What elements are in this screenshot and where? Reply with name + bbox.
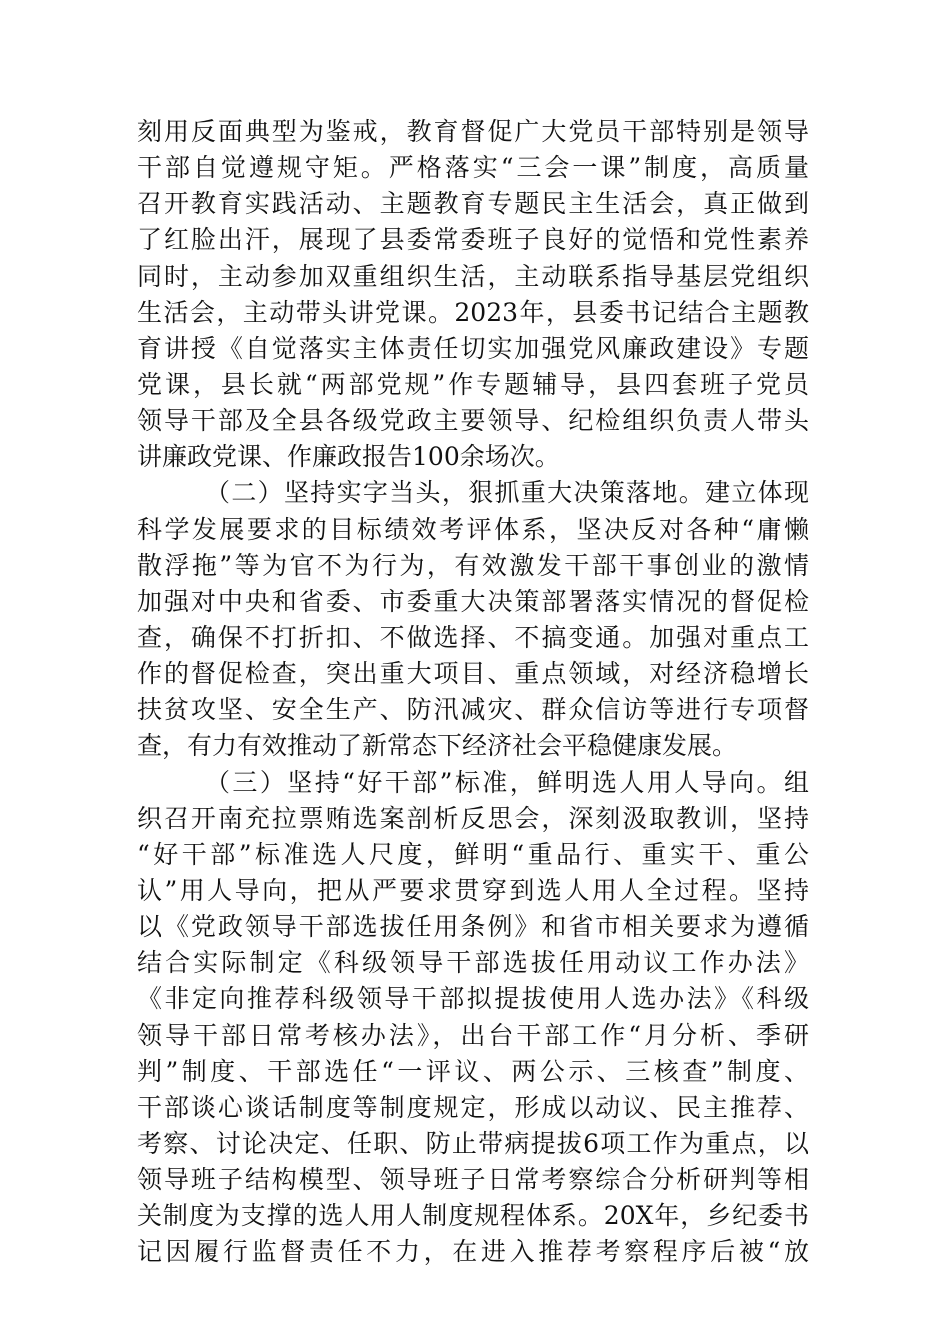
- section-heading-line: （三）坚持“好干部”标准，鲜明选人用人导向。组: [205, 767, 809, 797]
- text-line: 召开教育实践活动、主题教育专题民主生活会，真正做到: [137, 189, 809, 219]
- text-line: 记因履行监督责任不力，在进入推荐考察程序后被“放: [137, 1237, 809, 1267]
- text-line: 判”制度、干部选任“一评议、两公示、三核查”制度、: [137, 1056, 809, 1086]
- text-line: 领导干部及全县各级党政主要领导、纪检组织负责人带头: [137, 406, 809, 436]
- text-line: 考察、讨论决定、任职、防止带病提拔6项工作为重点，以: [137, 1128, 809, 1158]
- text-line: 干部谈心谈话制度等制度规定，形成以动议、民主推荐、: [137, 1092, 809, 1122]
- document-page: [137, 114, 809, 1271]
- text-line: 散浮拖”等为官不为行为，有效激发干部干事创业的激情: [137, 550, 809, 580]
- text-line: 生活会，主动带头讲党课。2023年，县委书记结合主题教: [137, 297, 809, 327]
- text-line: 查，确保不打折扣、不做选择、不搞变通。加强对重点工: [137, 622, 809, 652]
- text-line: 查，有力有效推动了新常态下经济社会平稳健康发展。: [137, 731, 738, 761]
- text-line: 刻用反面典型为鉴戒，教育督促广大党员干部特别是领导: [137, 117, 809, 146]
- text-line: 党课，县长就“两部党规”作专题辅导，县四套班子党员: [137, 369, 809, 399]
- text-line: 科学发展要求的目标绩效考评体系，坚决反对各种“庸懒: [137, 514, 809, 544]
- text-line: 领导干部日常考核办法》，出台干部工作“月分析、季研: [137, 1020, 809, 1050]
- text-line: 认”用人导向，把从严要求贯穿到选人用人全过程。坚持: [137, 875, 809, 905]
- section-heading-line: （二）坚持实字当头，狠抓重大决策落地。建立体现: [205, 478, 809, 508]
- text-line: 《非定向推荐科级领导干部拟提拔使用人选办法》《科级: [137, 984, 809, 1014]
- text-line: 讲廉政党课、作廉政报告100余场次。: [137, 442, 560, 472]
- text-line: 干部自觉遵规守矩。严格落实“三会一课”制度，高质量: [137, 153, 809, 183]
- text-line: 加强对中央和省委、市委重大决策部署落实情况的督促检: [137, 586, 809, 616]
- text-line: 了红脸出汗，展现了县委常委班子良好的觉悟和党性素养: [137, 225, 809, 255]
- text-line: 育讲授《自觉落实主体责任切实加强党风廉政建设》专题: [137, 333, 809, 363]
- text-line: “好干部”标准选人尺度，鲜明“重品行、重实干、重公: [137, 839, 809, 869]
- text-line: 同时，主动参加双重组织生活，主动联系指导基层党组织: [137, 261, 809, 291]
- text-line: 织召开南充拉票贿选案剖析反思会，深刻汲取教训，坚持: [137, 803, 809, 833]
- text-line: 以《党政领导干部选拔任用条例》和省市相关要求为遵循: [137, 912, 809, 942]
- text-line: 扶贫攻坚、安全生产、防汛减灾、群众信访等进行专项督: [137, 695, 809, 725]
- text-line: 结合实际制定《科级领导干部选拔任用动议工作办法》: [137, 948, 809, 978]
- text-line: 领导班子结构模型、领导班子日常考察综合分析研判等相: [137, 1165, 809, 1195]
- text-line: 关制度为支撑的选人用人制度规程体系。20X年，乡纪委书: [137, 1201, 809, 1231]
- text-line: 作的督促检查，突出重大项目、重点领域，对经济稳增长: [137, 659, 809, 689]
